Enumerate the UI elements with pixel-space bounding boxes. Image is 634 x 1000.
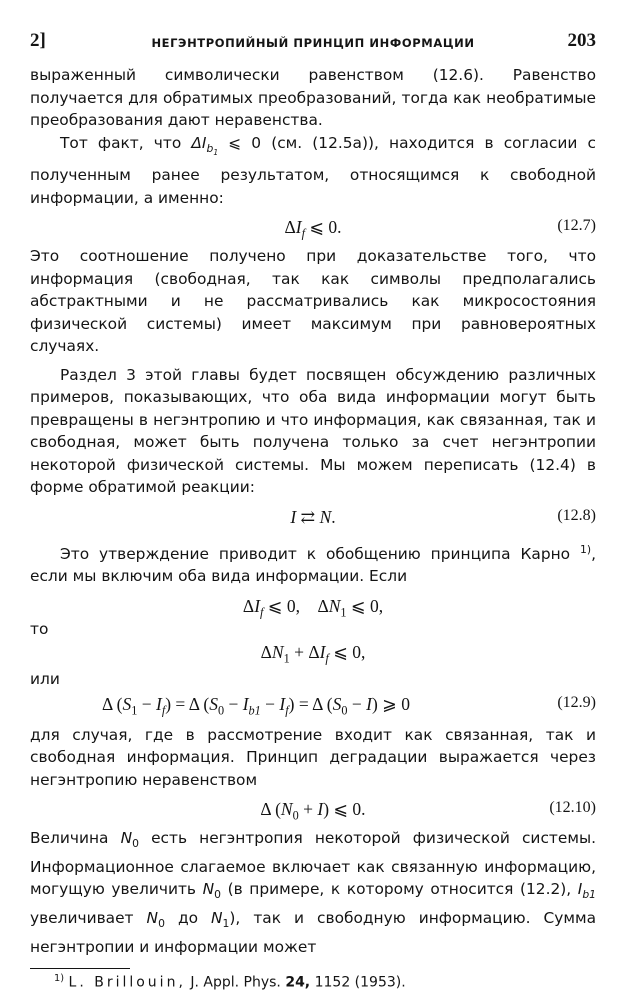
- book-page: [30, 30, 596, 991]
- equation-inequalities: $\Delta I_f$ ⩽ 0, $\Delta N_1$ ⩽ 0,: [242, 595, 384, 620]
- running-title: НЕГЭНТРОПИЙНЫЙ ПРИНЦИП ИНФОРМАЦИИ: [151, 36, 475, 50]
- paragraph-1: выраженный символически равенством (12.6). Равенство получается для обратимых преобразований, тогда как необратимые преобразования дают неравенства.: [30, 66, 596, 129]
- equation-sum: $\Delta N_1 + \Delta I_f$ ⩽ 0,: [260, 641, 366, 666]
- footnote-ref: 1): [580, 542, 592, 556]
- equation-number: (12.10): [549, 799, 596, 817]
- equation-12-8: I ⇄ N. (12.8): [290, 506, 596, 527]
- equation-number: (12.9): [557, 693, 596, 711]
- equation-number: (12.8): [557, 506, 596, 524]
- paragraph-3: Это соотношение получено при доказательстве того, что информация (свободная, так как символы предполагались абстрактными и не рассматривались как микросостояния физической системы) имеет максимум при равновероятных случаях.: [30, 247, 596, 356]
- footnote-rule: [30, 968, 130, 969]
- paragraph-7: Величина $N_0$ есть негэнтропия некоторой физической системы. Информационное слагаемое включает как связанную информацию, могущую увеличить $N_0$ (в примере, к которому относится (12.2), $I_{b1}$ увеличивает $N_0$ до $N_1$), так и свободную информацию. Сумма негэнтропии и информации может: [30, 829, 597, 956]
- footnote: $^{1)}$ L. Brillouin, J. Appl. Phys. 24, 1152 (1953).: [54, 973, 406, 991]
- paragraph-2: Тот факт, что $\Delta I_{b_1}$ ⩽ 0 (см. (12.5а)), находится в согласии с полученным ранее результатом, относящимся к свободной информации, а именно:: [30, 133, 596, 207]
- equation-12-9: Δ $(S_1 - I_f) = \Delta$ $(S_0 - I_{b1} - I_f) = \Delta$ $(S_0 - I)$ ⩾ 0 (12.9): [102, 693, 596, 718]
- paragraph-5: Это утверждение приводит к обобщению принципа Карно $^{1)}$, если мы включим оба вида информации. Если: [30, 542, 596, 586]
- equation-12-10: Δ $(N_0 + I)$ ⩽ 0. (12.10): [260, 799, 596, 823]
- paragraph-4: Раздел 3 этой главы будет посвящен обсуждению различных примеров, показывающих, что оба вида информации могут быть превращены в негэнтропию и что информация, как связанная, так и свободная, может быть получена только за счет негэнтропии некоторой физической системы. Мы можем переписать (12.4) в форме обратимой реакции:: [30, 365, 596, 497]
- equation-number: (12.7): [557, 217, 596, 235]
- word-or: или: [30, 669, 60, 688]
- section-number: 2]: [30, 30, 46, 51]
- equation-12-7: $\Delta I_f$ ⩽ 0. (12.7): [284, 217, 596, 241]
- paragraph-6: для случая, где в рассмотрение входит как связанная, так и свободная информация. Принцип деградации выражается через негэнтропию неравенством: [30, 725, 596, 789]
- word-to: то: [30, 619, 49, 638]
- page-number: 203: [567, 30, 596, 51]
- running-header: [30, 30, 596, 60]
